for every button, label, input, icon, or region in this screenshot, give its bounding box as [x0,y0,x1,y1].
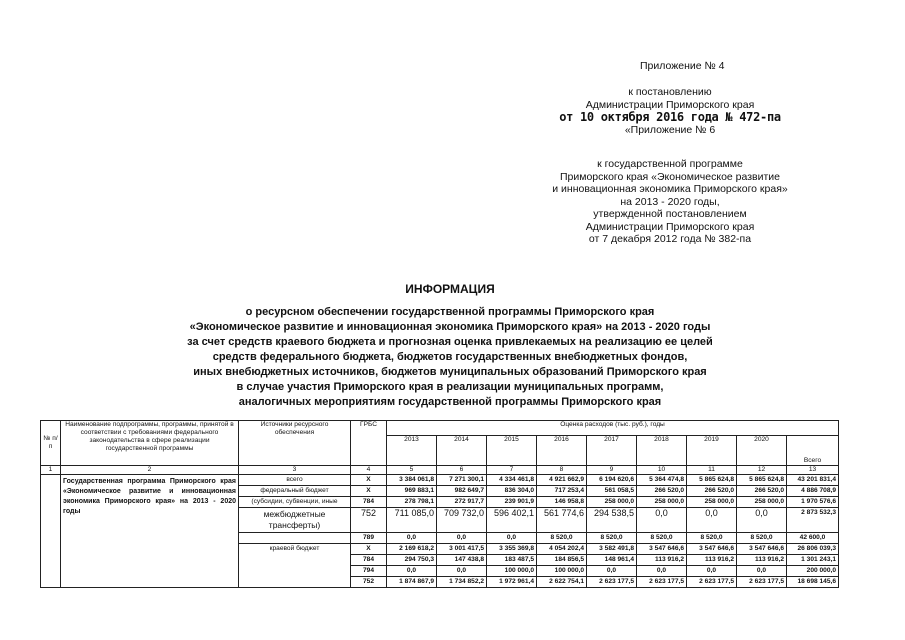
value-cell: 113 916,2 [737,555,787,566]
value-cell: 0,0 [587,566,637,577]
header-estimate: Оценка расходов (тыс. руб.), годы [387,421,839,436]
year-header: 2016 [537,436,587,466]
value-cell: 100 000,0 [537,566,587,577]
value-cell: 2 622 754,1 [537,577,587,588]
resource-table [40,420,839,588]
column-number: 13 [787,466,839,475]
value-cell: 1 734 852,2 [437,577,487,588]
value-cell: 3 384 061,8 [387,475,437,486]
value-cell: 4 921 662,9 [537,475,587,486]
value-cell: 8 520,0 [737,533,787,544]
value-cell: 113 916,2 [637,555,687,566]
value-cell: 266 520,0 [687,486,737,497]
value-cell: 26 806 039,3 [787,544,839,555]
heading-line-7: аналогичных мероприятиям государственной программы Приморского края [238,396,662,408]
year-header: 2017 [587,436,637,466]
value-cell: 2 623 177,5 [737,577,787,588]
value-cell: 2 623 177,5 [587,577,637,588]
value-cell: 278 798,1 [387,497,437,508]
value-cell: 7 271 300,1 [437,475,487,486]
value-cell: 0,0 [737,566,787,577]
value-cell: 4 054 202,4 [537,544,587,555]
source-empty [239,533,351,544]
total-header: Всего [787,436,839,466]
year-header: 2019 [687,436,737,466]
heading-line-6: в случае участия Приморского края в реализации муниципальных программ, [236,381,664,393]
grbs-cell: 794 [351,566,387,577]
grbs-cell: 784 [351,555,387,566]
value-cell: 0,0 [387,533,437,544]
column-number: 3 [239,466,351,475]
value-cell: 5 865 624,8 [687,475,737,486]
value-cell: 0,0 [387,566,437,577]
source-total: всего [239,475,351,486]
value-cell: 0,0 [687,566,737,577]
grbs-cell: 789 [351,533,387,544]
value-cell: 3 547 646,6 [637,544,687,555]
value-cell: 266 520,0 [637,486,687,497]
value-cell: 239 901,9 [487,497,537,508]
value-cell: 294 538,5 [587,508,637,533]
column-number: 2 [61,466,239,475]
column-number: 9 [587,466,637,475]
value-cell: 8 520,0 [587,533,637,544]
year-header: 2014 [437,436,487,466]
heading-line-3: за счет средств краевого бюджета и прогнозная оценка привлекаемых на реализацию ее целей [187,336,713,348]
value-cell: 1 972 961,4 [487,577,537,588]
value-cell: 8 520,0 [687,533,737,544]
value-cell: 596 402,1 [487,508,537,533]
grbs-cell: X [351,486,387,497]
heading-line-5: иных внебюджетных источников, бюджетов муниципальных образований Приморского края [193,366,707,378]
value-cell: 969 883,1 [387,486,437,497]
value-cell: 0,0 [487,533,537,544]
column-number-row [41,466,839,475]
value-cell: 2 169 618,2 [387,544,437,555]
value-cell: 0,0 [687,508,737,533]
value-cell: 6 194 620,6 [587,475,637,486]
heading-line-4: средств федерального бюджета, бюджетов государственных внебюджетных фондов, [212,351,688,363]
value-cell: 717 253,4 [537,486,587,497]
value-cell: 8 520,0 [637,533,687,544]
value-cell: 4 334 461,8 [487,475,537,486]
column-number: 4 [351,466,387,475]
value-cell: 258 000,0 [737,497,787,508]
heading-line-1: о ресурсном обеспечении государственной программы Приморского края [245,306,655,318]
value-cell: 982 649,7 [437,486,487,497]
value-cell: 8 520,0 [537,533,587,544]
value-cell: 3 355 369,8 [487,544,537,555]
source-regional: краевой бюджет [239,544,351,588]
value-cell: 2 873 532,3 [787,508,839,533]
value-cell: 836 304,0 [487,486,537,497]
appendix-6-text: «Приложение № 6 [624,123,716,136]
document-heading [130,282,770,410]
value-cell: 561 058,5 [587,486,637,497]
table-header-row [41,421,839,436]
year-header: 2013 [387,436,437,466]
decree-reference [520,86,820,136]
value-cell: 42 600,0 [787,533,839,544]
value-cell: 5 865 624,8 [737,475,787,486]
row-number-cell [41,475,61,588]
value-cell: 258 000,0 [587,497,637,508]
heading-line-2: «Экономическое развитие и инновационная экономика Приморского края» на 2013 - 2020 годы [189,321,711,333]
column-number: 12 [737,466,787,475]
header-number: № п/п [41,421,61,466]
value-cell: 294 750,3 [387,555,437,566]
program-reference [520,158,820,246]
appendix-title: Приложение № 4 [640,60,725,72]
source-federal: федеральный бюджет [239,486,351,497]
value-cell: 200 000,0 [787,566,839,577]
value-cell: 3 582 491,8 [587,544,637,555]
grbs-cell: 784 [351,497,387,508]
grbs-cell: 752 [351,577,387,588]
column-number: 6 [437,466,487,475]
program-line-1: к государственной программе [597,158,743,170]
table-row [41,475,839,486]
grbs-cell: 752 [351,508,387,533]
value-cell: 561 774,6 [537,508,587,533]
column-number: 5 [387,466,437,475]
value-cell: 258 000,0 [637,497,687,508]
value-cell: 1 874 867,9 [387,577,437,588]
value-cell: 2 623 177,5 [637,577,687,588]
value-cell: 148 961,4 [587,555,637,566]
value-cell: 147 438,8 [437,555,487,566]
grbs-cell: X [351,544,387,555]
value-cell: 266 520,0 [737,486,787,497]
value-cell: 183 487,5 [487,555,537,566]
value-cell: 18 698 145,6 [787,577,839,588]
header-grbs: ГРБС [351,421,387,466]
year-header: 2018 [637,436,687,466]
program-line-5: утвержденной постановлением [593,208,747,220]
to-decree-text: к постановлению [628,86,712,98]
heading-title: ИНФОРМАЦИЯ [405,282,495,296]
column-number: 7 [487,466,537,475]
source-federal-note: (субсидии, субвенции, иные [239,497,351,508]
program-line-7: от 7 декабря 2012 года № 382-па [588,233,752,245]
value-cell: 113 916,2 [687,555,737,566]
administration-text: Администрации Приморского края [585,98,755,111]
program-line-4: на 2013 - 2020 годы, [620,195,720,208]
value-cell: 258 000,0 [687,497,737,508]
value-cell: 3 547 646,6 [737,544,787,555]
header-name: Наименование подпрограммы, программы, принятой в соответствии с требованиями федерального законодательства в сфере реализации государственной программы [61,421,239,466]
column-number: 1 [41,466,61,475]
value-cell: 0,0 [437,566,487,577]
value-cell: 100 000,0 [487,566,537,577]
program-name: Государственная программа Приморского края «Экономическое развитие и инновационная экономика Приморского края» на 2013 - 2020 годы [61,475,239,588]
program-line-2: Приморского края «Экономическое развитие [559,170,781,183]
value-cell: 5 364 474,8 [637,475,687,486]
value-cell: 146 958,8 [537,497,587,508]
grbs-cell: X [351,475,387,486]
value-cell: 2 623 177,5 [687,577,737,588]
value-cell: 709 732,0 [437,508,487,533]
value-cell: 1 970 576,6 [787,497,839,508]
value-cell: 3 547 646,6 [687,544,737,555]
column-number: 8 [537,466,587,475]
value-cell: 272 917,7 [437,497,487,508]
value-cell: 4 886 708,9 [787,486,839,497]
value-cell: 711 085,0 [387,508,437,533]
column-number: 10 [637,466,687,475]
value-cell: 0,0 [637,508,687,533]
source-federal-transfers: межбюджетные трансферты) [239,508,351,533]
value-cell: 1 301 243,1 [787,555,839,566]
header-source: Источники ресурсного обеспечения [239,421,351,466]
value-cell: 0,0 [737,508,787,533]
value-cell: 184 856,5 [537,555,587,566]
year-header: 2020 [737,436,787,466]
year-header: 2015 [487,436,537,466]
value-cell: 3 001 417,5 [437,544,487,555]
value-cell: 0,0 [637,566,687,577]
program-line-6: Администрации Приморского края [585,220,755,233]
value-cell: 0,0 [437,533,487,544]
program-line-3: и инновационная экономика Приморского края» [552,183,788,195]
column-number: 11 [687,466,737,475]
value-cell: 43 201 831,4 [787,475,839,486]
decree-date-number: от 10 октября 2016 года № 472-па [559,110,781,124]
